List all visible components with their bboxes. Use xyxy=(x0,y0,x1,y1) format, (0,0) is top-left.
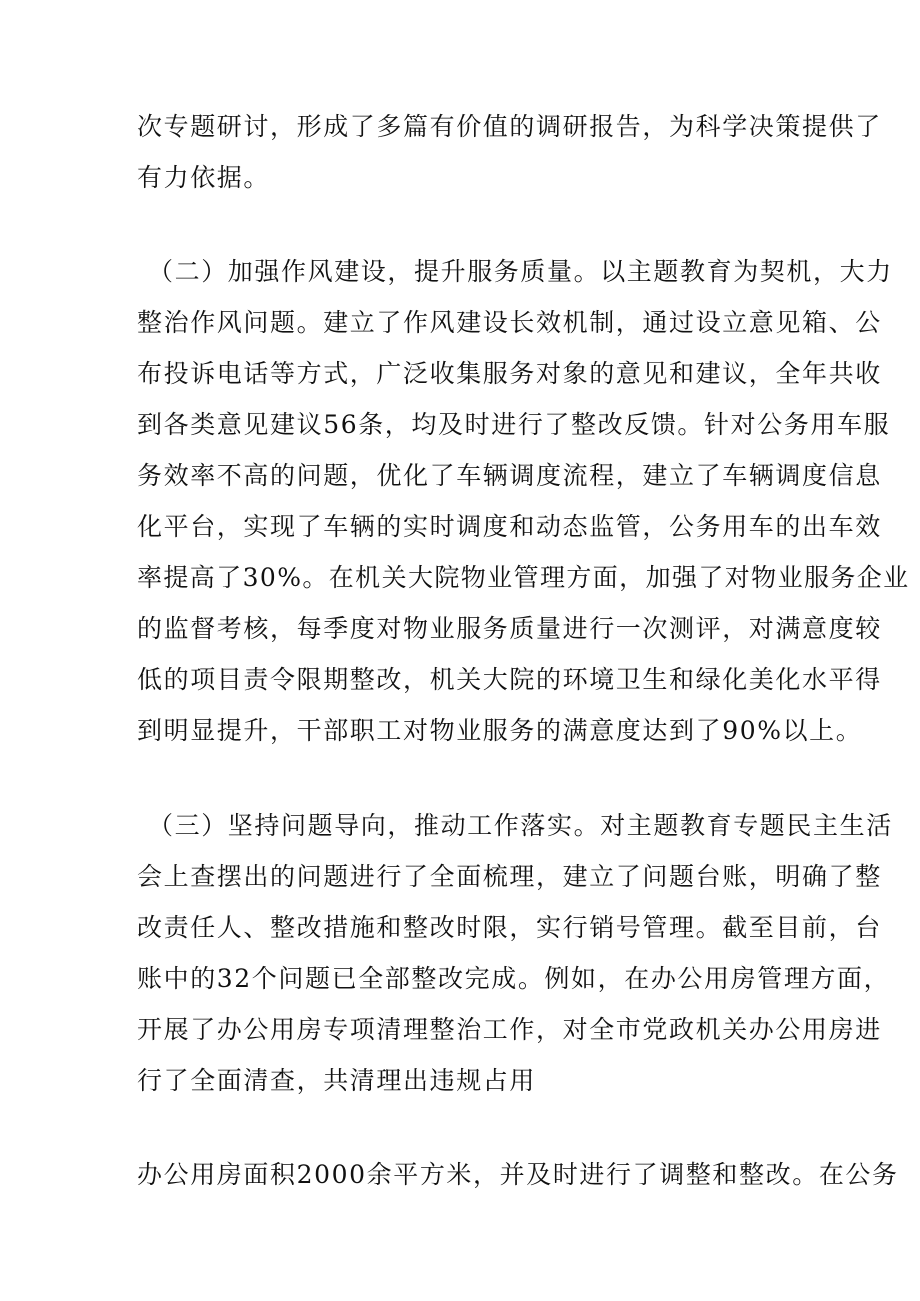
text-line: 有力依据。 xyxy=(137,163,271,192)
text-line: 会上查摆出的问题进行了全面梳理，建立了问题台账，明确了整 xyxy=(137,862,882,891)
text-line: 开展了办公用房专项清理整治工作，对全市党政机关办公用房进 xyxy=(137,1015,882,1044)
text-line: 布投诉电话等方式，广泛收集服务对象的意见和建议，全年共收 xyxy=(137,359,882,388)
text-line: 化平台，实现了车辆的实时调度和动态监管，公务用车的出车效 xyxy=(137,512,882,541)
text-line: 到明显提升，干部职工对物业服务的满意度达到了90%以上。 xyxy=(137,716,863,745)
text-line: 务效率不高的问题，优化了车辆调度流程，建立了车辆调度信息 xyxy=(137,461,882,490)
text-line: 行了全面清查，共清理出违规占用 xyxy=(137,1066,537,1095)
text-line: 办公用房面积2000余平方米，并及时进行了调整和整改。在公务 xyxy=(137,1160,899,1189)
text-line: 的监督考核，每季度对物业服务质量进行一次测评，对满意度较 xyxy=(137,614,882,643)
text-line: 率提高了30%。在机关大院物业管理方面，加强了对物业服务企业 xyxy=(137,563,910,592)
text-line: 低的项目责令限期整改，机关大院的环境卫生和绿化美化水平得 xyxy=(137,665,882,694)
text-line: 到各类意见建议56条，均及时进行了整改反馈。针对公务用车服 xyxy=(137,410,891,439)
paragraph-heading-line: （二）加强作风建设，提升服务质量。以主题教育为契机，大力 xyxy=(148,257,893,286)
text-line: 账中的32个问题已全部整改完成。例如，在办公用房管理方面， xyxy=(137,964,891,993)
text-line: 改责任人、整改措施和整改时限，实行销号管理。截至目前，台 xyxy=(137,913,882,942)
text-line: 次专题研讨，形成了多篇有价值的调研报告，为科学决策提供了 xyxy=(137,112,882,141)
paragraph-heading-line: （三）坚持问题导向，推动工作落实。对主题教育专题民主生活 xyxy=(148,811,893,840)
text-line: 整治作风问题。建立了作风建设长效机制，通过设立意见箱、公 xyxy=(137,308,882,337)
